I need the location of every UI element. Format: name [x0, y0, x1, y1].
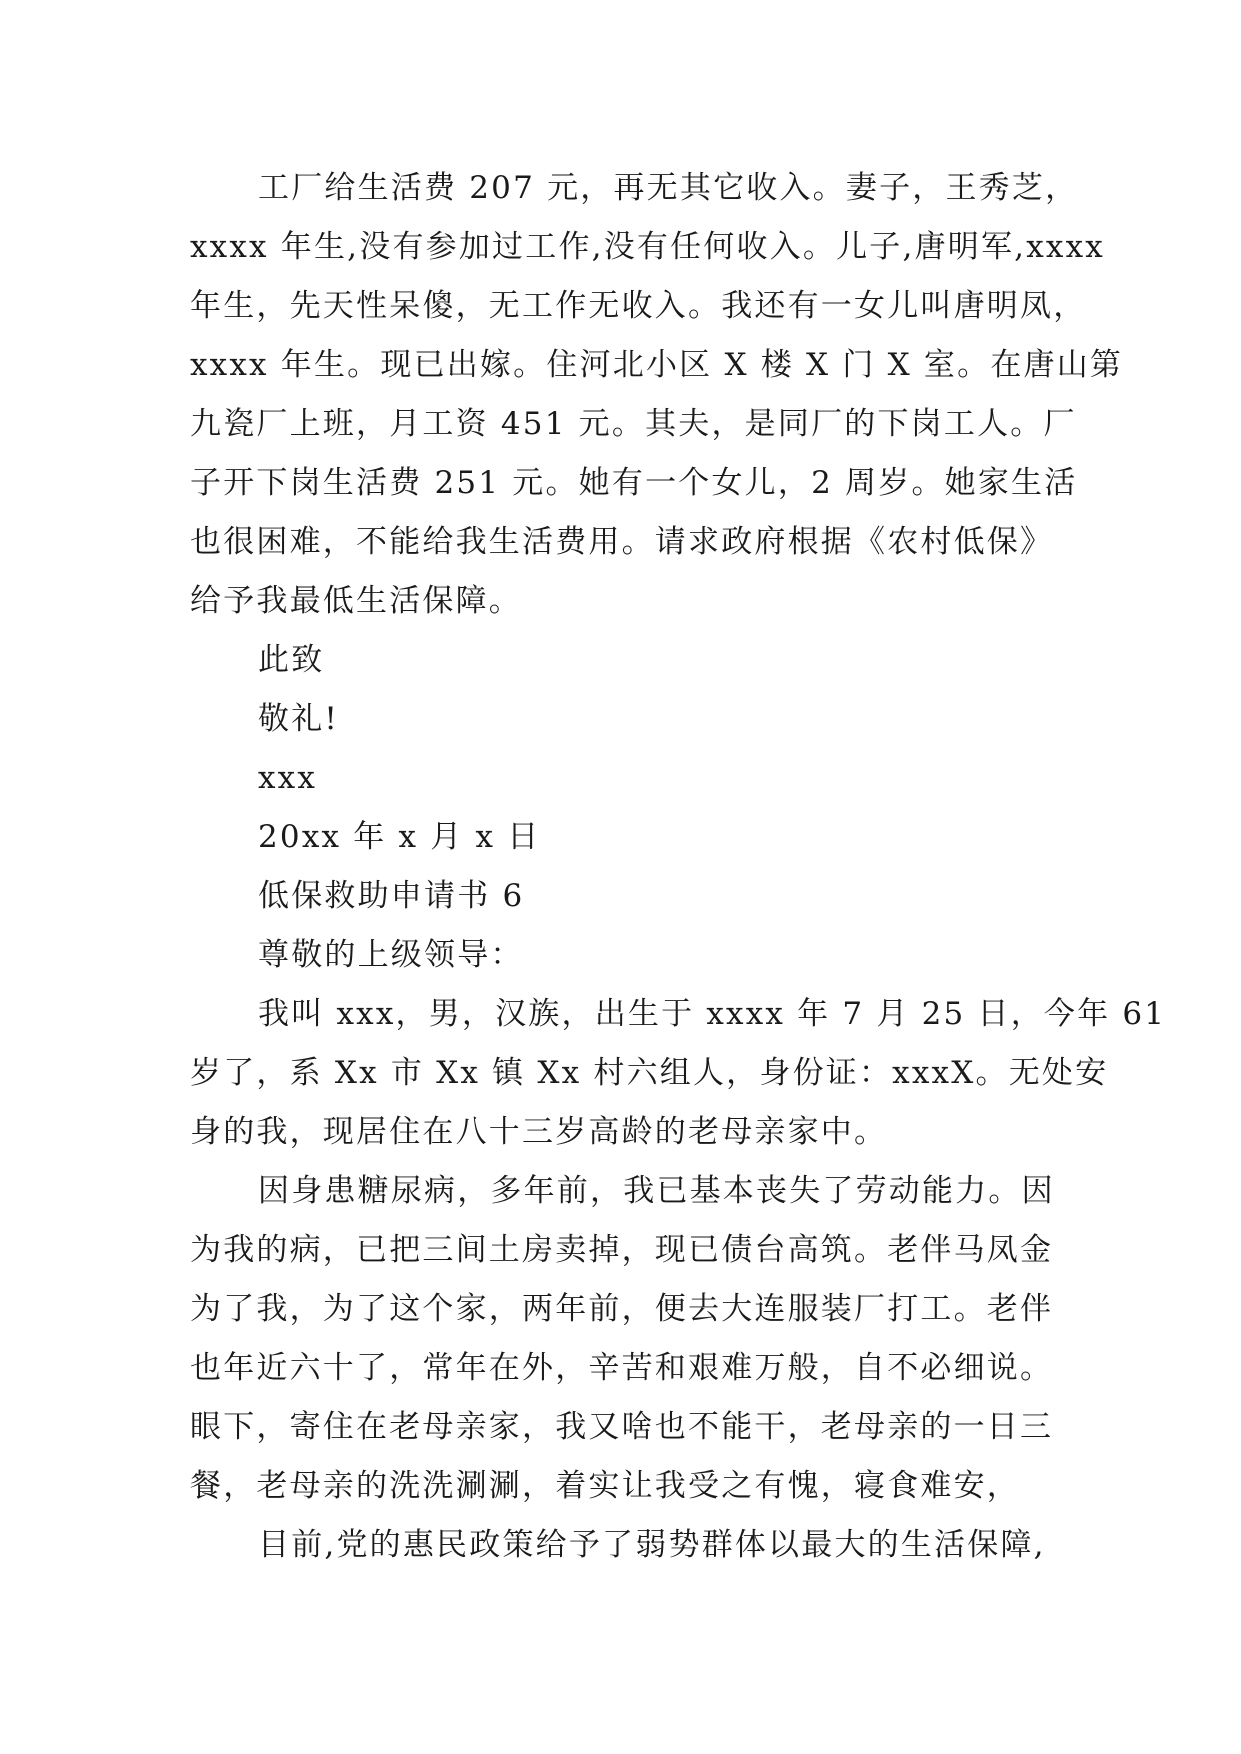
text-line: 我叫 xxx，男，汉族，出生于 xxxx 年 7 月 25 日，今年 61: [258, 996, 1167, 1032]
text-line: 工厂给生活费 207 元，再无其它收入。妻子，王秀芝，: [258, 170, 1079, 206]
greeting: 尊敬的上级领导：: [258, 937, 524, 973]
signature-name: xxx: [258, 760, 318, 796]
text-line: 也很困难，不能给我生活费用。请求政府根据《农村低保》: [190, 524, 1054, 560]
section-title: 低保救助申请书 6: [258, 878, 525, 914]
text-line: 目前,党的惠民政策给予了弱势群体以最大的生活保障,: [258, 1527, 1046, 1563]
text-line: 为我的病，已把三间土房卖掉，现已债台高筑。老伴马凤金: [190, 1232, 1054, 1268]
text-line: 眼下，寄住在老母亲家，我又啥也不能干，老母亲的一日三: [190, 1409, 1054, 1445]
text-line: 岁了，系 Xx 市 Xx 镇 Xx 村六组人，身份证：xxxX。无处安: [190, 1055, 1109, 1091]
text-line: 也年近六十了，常年在外，辛苦和艰难万般，自不必细说。: [190, 1350, 1054, 1386]
text-line: xxxx 年生,没有参加过工作,没有任何收入。儿子,唐明军,xxxx: [190, 229, 1105, 265]
text-line: 九瓷厂上班，月工资 451 元。其夫，是同厂的下岗工人。厂: [190, 406, 1077, 442]
closing-salutation: 此致: [258, 642, 325, 678]
text-line: 因身患糖尿病，多年前，我已基本丧失了劳动能力。因: [258, 1173, 1055, 1209]
text-line: 为了我，为了这个家，两年前，便去大连服装厂打工。老伴: [190, 1291, 1054, 1327]
text-line: 子开下岗生活费 251 元。她有一个女儿，2 周岁。她家生活: [190, 465, 1078, 501]
text-line: 身的我，现居住在八十三岁高龄的老母亲家中。: [190, 1114, 888, 1150]
text-line: xxxx 年生。现已出嫁。住河北小区 X 楼 X 门 X 室。在唐山第: [190, 347, 1124, 383]
text-line: 年生，先天性呆傻，无工作无收入。我还有一女儿叫唐明凤，: [190, 288, 1087, 324]
text-line: 餐，老母亲的洗洗涮涮，着实让我受之有愧，寝食难安，: [190, 1468, 1020, 1504]
signature-date: 20xx 年 x 月 x 日: [258, 819, 541, 855]
closing-regards: 敬礼!: [258, 701, 340, 737]
text-line: 给予我最低生活保障。: [190, 583, 522, 619]
